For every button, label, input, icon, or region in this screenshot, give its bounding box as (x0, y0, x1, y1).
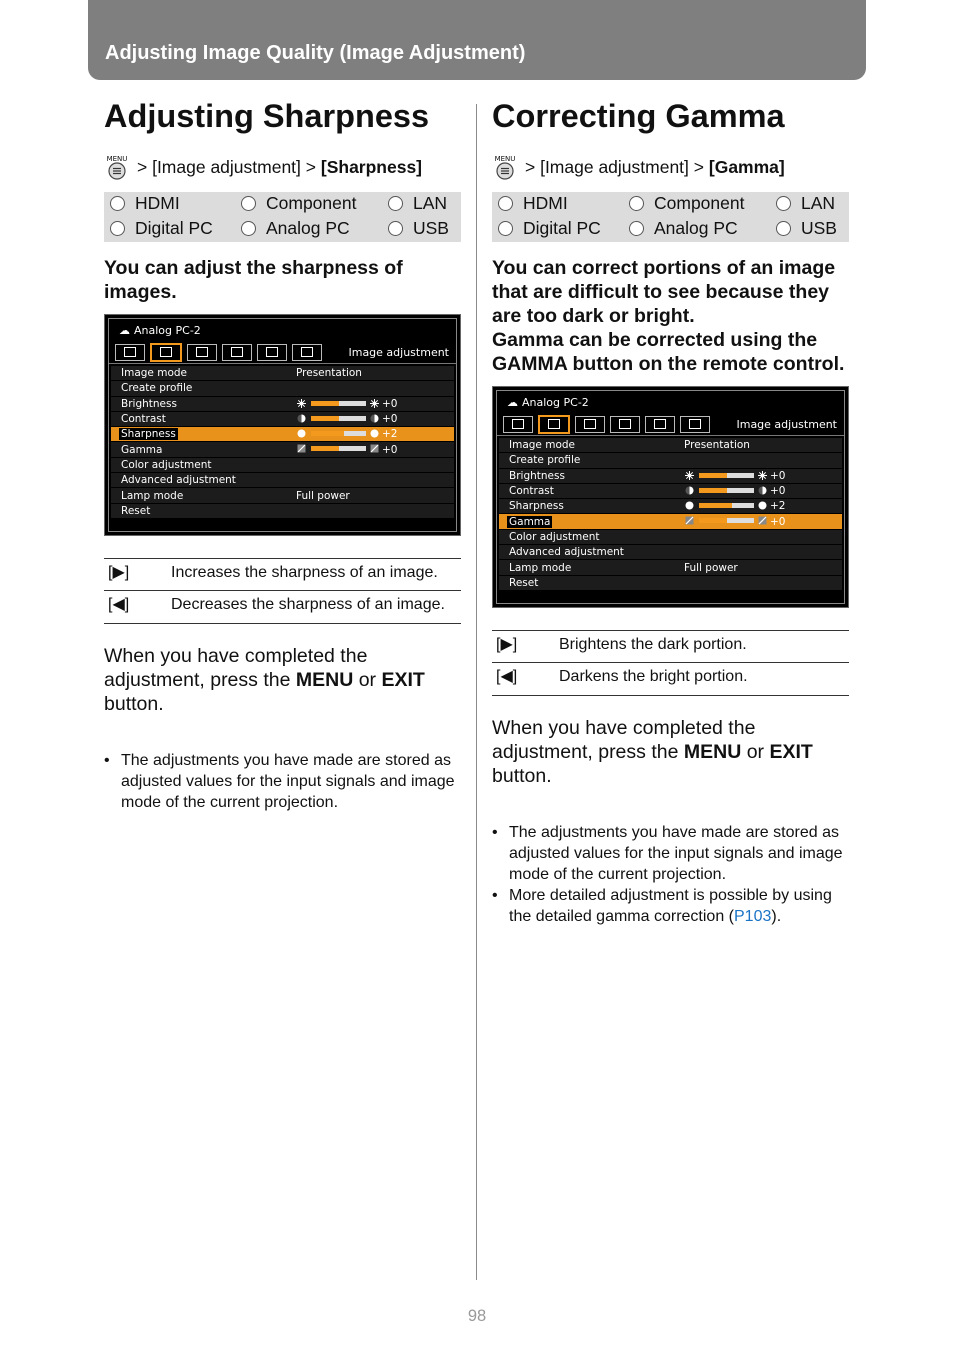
osd-row-label: Advanced adjustment (509, 546, 624, 559)
osd-slider (311, 416, 366, 421)
gamma-icon (370, 444, 379, 456)
osd-row-label: Contrast (121, 413, 166, 426)
osd-slider (311, 401, 366, 406)
section-title: Adjusting Image Quality (Image Adjustment) (105, 42, 526, 64)
osd-row (111, 427, 454, 442)
osd-row-label: Gamma (121, 443, 163, 456)
osd-row-label: Create profile (509, 454, 581, 467)
osd-slider (699, 473, 754, 478)
osd-row-label: Lamp mode (509, 561, 572, 574)
osd-row (499, 514, 842, 529)
osd-tab (645, 416, 675, 433)
note-item: • The adjustments you have made are stored as adjusted values for the input signals and image mode of the current projection. (104, 750, 461, 813)
osd-row-label: Sharpness (509, 500, 564, 513)
osd-slider (699, 518, 754, 523)
radio-icon (388, 196, 403, 211)
osd-screenshot (104, 314, 461, 536)
input-icon: ☁ (507, 395, 518, 409)
sun-icon (370, 399, 379, 411)
osd-row-label: Gamma (509, 515, 551, 528)
osd-screenshot (492, 386, 849, 608)
gamma-icon (685, 516, 694, 528)
osd-row-number: +0 (382, 443, 398, 456)
radio-icon (110, 196, 125, 211)
osd-row (111, 488, 454, 503)
menu-path-target: [Sharpness] (320, 156, 423, 177)
sun-icon (297, 399, 306, 411)
osd-row (499, 469, 842, 484)
radio-icon (498, 221, 513, 236)
osd-row-number: +2 (770, 500, 786, 513)
radio-icon (241, 196, 256, 211)
action-row: [▶] Brightens the dark portion. (492, 630, 849, 663)
menu-path-target: [Gamma] (708, 156, 785, 177)
osd-row-label: Reset (121, 504, 151, 517)
notes-list (104, 750, 461, 813)
signal-component: Component (629, 193, 744, 214)
osd-row (111, 366, 454, 381)
osd-row (111, 473, 454, 488)
osd-row (499, 499, 842, 514)
action-table (104, 558, 461, 624)
page-number: 98 (467, 1307, 487, 1325)
osd-row-label: Contrast (509, 485, 554, 498)
gamma-icon (297, 444, 306, 456)
contrast-icon (758, 486, 767, 498)
menu-button-icon (104, 154, 130, 180)
dot-icon (685, 501, 694, 513)
signal-component: Component (241, 193, 356, 214)
osd-row-label: Sharpness (121, 428, 176, 441)
note-item: • The adjustments you have made are stored as adjusted values for the input signals and image mode of the current projection. (492, 822, 849, 885)
gamma-icon (758, 516, 767, 528)
osd-tab-bar (109, 341, 456, 363)
contrast-icon (370, 414, 379, 426)
signal-usb: USB (776, 218, 837, 239)
osd-menu-list (497, 435, 844, 603)
menu-path (492, 152, 849, 182)
osd-tab (115, 344, 145, 361)
signal-digital-pc: Digital PC (498, 218, 601, 239)
menu-path-text: > [Image adjustment] > (137, 156, 316, 177)
osd-slider (699, 488, 754, 493)
signal-lan: LAN (388, 193, 447, 214)
sun-icon (758, 471, 767, 483)
osd-row-value: Presentation (296, 367, 362, 380)
osd-row-label: Color adjustment (509, 530, 600, 543)
page-link[interactable]: P103 (734, 907, 772, 925)
osd-row-label: Image mode (509, 439, 575, 452)
osd-row-number: +0 (382, 413, 398, 426)
osd-source: ☁ Analog PC-2 (507, 395, 589, 409)
osd-tab (503, 416, 533, 433)
radio-icon (629, 196, 644, 211)
osd-tab (257, 344, 287, 361)
osd-row-label: Lamp mode (121, 489, 184, 502)
completion-note: When you have completed the adjustment, press the MENU or EXIT button. (492, 716, 813, 787)
contrast-icon (685, 486, 694, 498)
signal-digital-pc: Digital PC (110, 218, 213, 239)
osd-row-number: +2 (382, 428, 398, 441)
osd-row-value: Full power (296, 489, 350, 502)
osd-row-label: Reset (509, 576, 539, 589)
osd-row-value: Presentation (684, 439, 750, 452)
radio-icon (388, 221, 403, 236)
svg-text:MENU: MENU (494, 155, 516, 163)
osd-slider (311, 431, 366, 436)
radio-icon (776, 196, 791, 211)
completion-note: When you have completed the adjustment, press the MENU or EXIT button. (104, 644, 425, 715)
radio-icon (110, 221, 125, 236)
osd-row-label: Create profile (121, 382, 193, 395)
osd-row-value: Full power (684, 561, 738, 574)
signal-hdmi: HDMI (498, 193, 568, 214)
radio-icon (776, 221, 791, 236)
signal-lan: LAN (776, 193, 835, 214)
sharpness-heading: Adjusting Sharpness (104, 98, 430, 134)
osd-row (111, 381, 454, 396)
menu-path-text: > [Image adjustment] > (525, 156, 704, 177)
notes-list (492, 822, 849, 927)
osd-row (499, 545, 842, 560)
sun-icon (685, 471, 694, 483)
action-row: [◀] Decreases the sharpness of an image. (104, 591, 461, 624)
osd-row-label: Advanced adjustment (121, 474, 236, 487)
osd-row (111, 397, 454, 412)
signal-usb: USB (388, 218, 449, 239)
osd-row (111, 504, 454, 519)
radio-icon (629, 221, 644, 236)
action-row: [▶] Increases the sharpness of an image. (104, 558, 461, 591)
osd-slider (699, 503, 754, 508)
column-divider (476, 104, 477, 1280)
osd-row (111, 442, 454, 457)
osd-title: Image adjustment (736, 418, 837, 431)
osd-row-label: Color adjustment (121, 458, 212, 471)
osd-row (111, 458, 454, 473)
radio-icon (498, 196, 513, 211)
osd-row-label: Brightness (509, 469, 565, 482)
osd-tab-bar (497, 413, 844, 435)
radio-icon (241, 221, 256, 236)
signal-box (104, 192, 461, 242)
sharpness-column (104, 96, 461, 813)
osd-row-number: +0 (770, 485, 786, 498)
osd-row-number: +0 (770, 515, 786, 528)
osd-tab (150, 343, 182, 362)
dot-icon (297, 429, 306, 441)
section-header (88, 0, 866, 80)
osd-row (499, 576, 842, 591)
action-row: [◀] Darkens the bright portion. (492, 663, 849, 696)
signal-analog-pc: Analog PC (241, 218, 350, 239)
gamma-heading: Correcting Gamma (492, 98, 785, 134)
dot-icon (370, 429, 379, 441)
osd-menu-list (109, 363, 456, 531)
osd-row-number: +0 (382, 397, 398, 410)
osd-row (499, 453, 842, 468)
osd-row (499, 530, 842, 545)
osd-source: ☁ Analog PC-2 (119, 323, 201, 337)
osd-tab (222, 344, 252, 361)
svg-text:MENU: MENU (106, 155, 128, 163)
osd-row (111, 412, 454, 427)
menu-path (104, 152, 461, 182)
lead-text: You can correct portions of an image that are difficult to see because they are too dark or bright. Gamma can be corrected using the GAMMA button on the remote control. (492, 257, 845, 375)
osd-title: Image adjustment (348, 346, 449, 359)
contrast-icon (297, 414, 306, 426)
osd-tab (187, 344, 217, 361)
osd-row (499, 484, 842, 499)
lead-text: You can adjust the sharpness of images. (104, 257, 403, 303)
osd-row-number: +0 (770, 469, 786, 482)
note-item: • More detailed adjustment is possible by using the detailed gamma correction (P103). (492, 885, 849, 927)
signal-hdmi: HDMI (110, 193, 180, 214)
menu-button-icon (492, 154, 518, 180)
osd-row (499, 438, 842, 453)
osd-slider (311, 446, 366, 451)
dot-icon (758, 501, 767, 513)
osd-tab (292, 344, 322, 361)
osd-tab (610, 416, 640, 433)
osd-row-label: Image mode (121, 367, 187, 380)
osd-tab (680, 416, 710, 433)
signal-analog-pc: Analog PC (629, 218, 738, 239)
signal-box (492, 192, 849, 242)
input-icon: ☁ (119, 323, 130, 337)
osd-tab (538, 415, 570, 434)
osd-tab (575, 416, 605, 433)
osd-row-label: Brightness (121, 397, 177, 410)
osd-row (499, 560, 842, 575)
gamma-column (492, 96, 849, 927)
action-table (492, 630, 849, 696)
